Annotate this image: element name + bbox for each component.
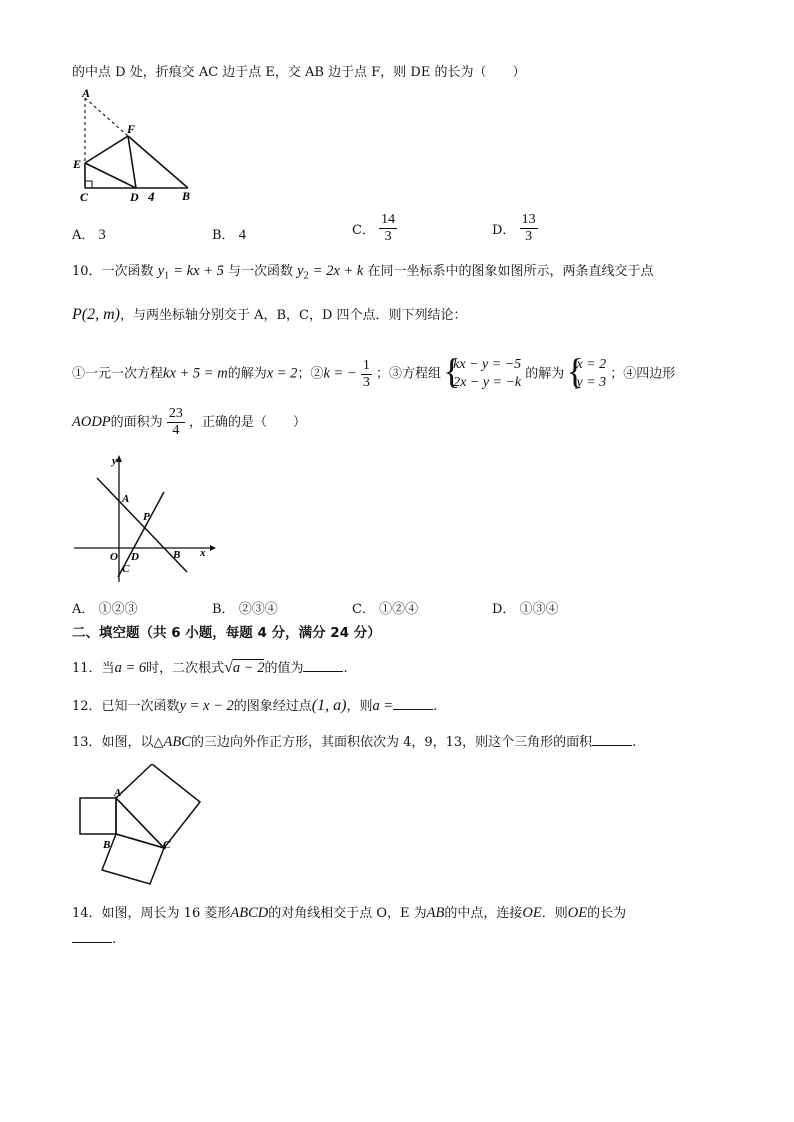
q9-option-c[interactable]: C． $\frac{14}{3}$ <box>352 212 396 244</box>
q10-label-a: A <box>122 493 130 505</box>
q9-label-e: E <box>73 157 82 171</box>
q10-option-a[interactable]: A． ①②③ <box>72 602 138 617</box>
q10-label-x: x <box>200 547 206 559</box>
q10-line-4: AODP的面积为 $\frac{23}{4}$ ，正确的是（ ） <box>72 406 306 438</box>
q13-label-a: A <box>114 787 122 799</box>
section-2-title: 二、填空题（共 6 小题，每题 4 分，满分 24 分） <box>72 625 381 641</box>
q12-answer-blank[interactable] <box>393 697 433 710</box>
q10-label-b: B <box>173 549 181 561</box>
q9-dashed-af <box>85 98 128 136</box>
q9-label-f: F <box>127 122 136 136</box>
q13-label-c: C <box>163 839 171 851</box>
q10-figure <box>72 452 222 587</box>
q13-square-ac <box>116 764 200 848</box>
q9-option-b[interactable]: B． 4 <box>212 227 246 243</box>
q9-crease-ef <box>85 136 128 163</box>
q11: 11．当a = 6时，二次根式√a − 2的值为 . <box>72 659 348 676</box>
q10-line-2: P(2, m)，与两坐标轴分别交于 A，B，C，D 四个点．则下列结论： <box>72 306 467 323</box>
q10-y-arrow <box>116 455 122 462</box>
q9-side-fb <box>128 136 188 188</box>
q9-figure <box>70 88 200 203</box>
q10-system-2: { x = 2 y = 3 <box>566 351 607 391</box>
q9-label-d: D <box>130 190 139 203</box>
q9-seg-fd <box>128 136 136 188</box>
q10-system-1: { kx − y = −5 2x − y = −k <box>443 351 522 391</box>
q14-line-1: 14．如图，周长为 16 菱形ABCD的对角线相交于点 O，E 为AB的中点，连接OE．则OE的长为 <box>72 905 627 921</box>
q13-answer-blank[interactable] <box>592 733 632 746</box>
q13-figure <box>76 764 206 886</box>
q9-label-4: 4 <box>148 189 155 203</box>
q13-label-b: B <box>103 839 111 851</box>
q10-line-3: ①一元一次方程kx + 5 = m的解为x = 2；②k = − $\frac{1}{3}$ ；③方程组 { kx − y = −5 2x − y = −k 的解为 { x = 2 y = 3 ；④四边形 <box>72 351 676 391</box>
q9-label-c: C <box>80 190 89 203</box>
q10-label-o: O <box>110 551 118 563</box>
q13: 13．如图，以△ABC的三边向外作正方形，其面积依次为 4，9，13，则这个三角形的面积 . <box>72 734 637 750</box>
q11-answer-blank[interactable] <box>303 659 343 672</box>
q9-label-a: A <box>82 88 91 100</box>
q10-label-y: y <box>112 455 117 467</box>
q10-x-arrow <box>210 545 216 551</box>
q10-line-1: 10．一次函数 $y_1$ = kx + 5 与一次函数 $y_2 = 2x + k$ 在同一坐标系中的图象如图所示，两条直线交于点 <box>72 263 654 282</box>
q14-answer-blank[interactable] <box>72 930 112 943</box>
q9-option-a[interactable]: A． 3 <box>72 227 106 243</box>
q9-label-b: B <box>182 189 191 203</box>
q14-line-2: . <box>72 930 116 949</box>
q9-text: 的中点 D 处，折痕交 AC 边于点 E，交 AB 边于点 F，则 DE 的长为（ ） <box>72 65 526 80</box>
q13-square-ab <box>80 798 116 834</box>
q9-right-angle-mark <box>85 181 92 188</box>
q10-label-d: D <box>131 551 139 563</box>
q12: 12．已知一次函数y = x − 2的图象经过点(1, a)，则a = . <box>72 697 438 714</box>
q10-label-p: P <box>143 511 150 523</box>
q10-option-d[interactable]: D． ①③④ <box>492 602 559 617</box>
q10-option-c[interactable]: C． ①②④ <box>352 602 419 617</box>
q10-label-c: C <box>122 563 130 575</box>
q10-option-b[interactable]: B． ②③④ <box>212 602 278 617</box>
q13-square-bc <box>102 834 164 884</box>
q9-option-d[interactable]: D． $\frac{13}{3}$ <box>492 212 536 244</box>
q9-seg-ed <box>85 163 136 188</box>
